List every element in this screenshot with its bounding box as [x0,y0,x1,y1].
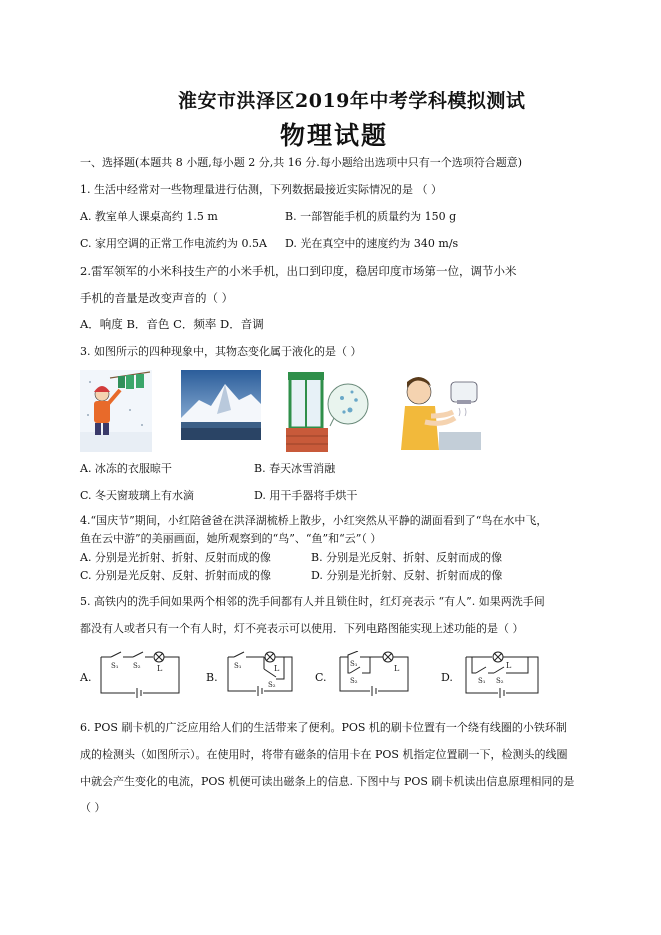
circuit-b-lamp: L [274,664,280,673]
q4-option-d: D. 分别是光折射、反射、折射而成的像 [311,569,503,582]
q1-option-a: A. 教室单人课桌高约 1.5 m [80,210,218,223]
q6-line1: 6. POS 刷卡机的广泛应用给人们的生活带来了便利。POS 机的刷卡位置有一个绕有线圈的小铁环制 [80,721,567,734]
q5-stem-line1: 5. 高铁内的洗手间如果两个相邻的洗手间都有人并且锁住时，红灯亮表示 “有人”. 如果两洗手间 [80,595,545,608]
circuit-c-s2: S₂ [350,677,358,685]
section-heading: 一、选择题(本题共 8 小题,每小题 2 分,共 16 分.每小题给出选项中只有一个选项符合题意) [80,156,523,169]
subject-title: 物理试题 [280,121,389,150]
q6-line3: 中就会产生变化的电流，POS 机便可读出磁条上的信息. 下图中与 POS 刷卡机读出信息原理相同的是 [80,775,575,788]
circuit-b [224,651,296,697]
q1-stem: 1. 生活中经常对一些物理量进行估测，下列数据最接近实际情况的是 （ ） [80,183,442,196]
circuit-c-s1: S₁ [350,660,358,668]
q1-option-d: D. 光在真空中的速度约为 340 m/s [285,237,459,250]
circuit-a [97,651,183,699]
circuit-c-label: C. [315,671,327,684]
q4-option-a: A. 分别是光折射、折射、反射而成的像 [80,551,271,564]
q1-option-c: C. 家用空调的正常工作电流约为 0.5A [80,237,267,250]
circuit-c [336,651,412,697]
q6-line4: （ ） [80,801,106,814]
circuit-d-lamp: L [506,661,512,670]
q4-stem-line1: 4.“国庆节”期间，小红陪爸爸在洪泽湖梳桥上散步，小红突然从平静的湖面看到了“鸟在水中飞， [80,514,548,527]
circuit-d-label: D. [441,671,453,684]
circuit-d [462,651,542,699]
circuit-b-s1: S₁ [234,662,242,670]
q5-stem-line2: 都没有人或者只有一个有人时，灯不亮表示可以使用．下列电路图能实现上述功能的是（ ） [80,622,524,635]
q3-option-b: B. 春天冰雪消融 [254,462,336,475]
circuit-d-s1: S₁ [478,677,486,685]
q3-option-c: C. 冬天窗玻璃上有水滴 [80,489,195,502]
circuit-b-s2: S₂ [268,681,276,689]
circuit-b-label: B. [206,671,218,684]
circuit-a-lamp: L [157,664,163,673]
circuit-d-s2: S₂ [496,677,504,685]
exam-title: 淮安市洪泽区2019年中考学科模拟测试 [178,90,526,112]
q1-option-b: B. 一部智能手机的质量约为 150 g [285,210,457,223]
circuit-a-s1: S₁ [111,662,119,670]
circuit-a-s2: S₂ [133,662,141,670]
q3-image-frozen-clothes [80,370,152,452]
q3-stem: 3. 如图所示的四种现象中，其物态变化属于液化的是（ ） [80,345,362,358]
q6-line2: 成的检测头（如图所示）。在使用时，将带有磁条的信用卡在 POS 机指定位置刷一下，检测头的线圈 [80,748,568,761]
q4-option-c: C. 分别是光反射、反射、折射而成的像 [80,569,272,582]
q3-option-d: D. 用干手器将手烘干 [254,489,358,502]
q3-image-window-drops [286,370,370,452]
q4-stem-line2: 鱼在云中游”的美丽画面，她所观察到的“鸟”、“鱼”和“云”（ ） [80,532,382,545]
q4-option-b: B. 分别是光反射、折射、反射而成的像 [311,551,503,564]
circuit-c-lamp: L [394,664,400,673]
q2-options: A．响度 B．音色 C．频率 D．音调 [80,317,264,331]
q3-image-snow-mountain [181,370,261,440]
circuit-a-label: A. [80,671,92,684]
q2-stem-line1: 2.雷军领军的小米科技生产的小米手机，出口到印度，稳居印度市场第一位，调节小米 [80,264,517,278]
q3-image-hand-dryer [395,370,481,450]
q3-option-a: A. 冰冻的衣服晾干 [80,462,172,475]
q2-stem-line2: 手机的音量是改变声音的（ ） [80,291,234,305]
